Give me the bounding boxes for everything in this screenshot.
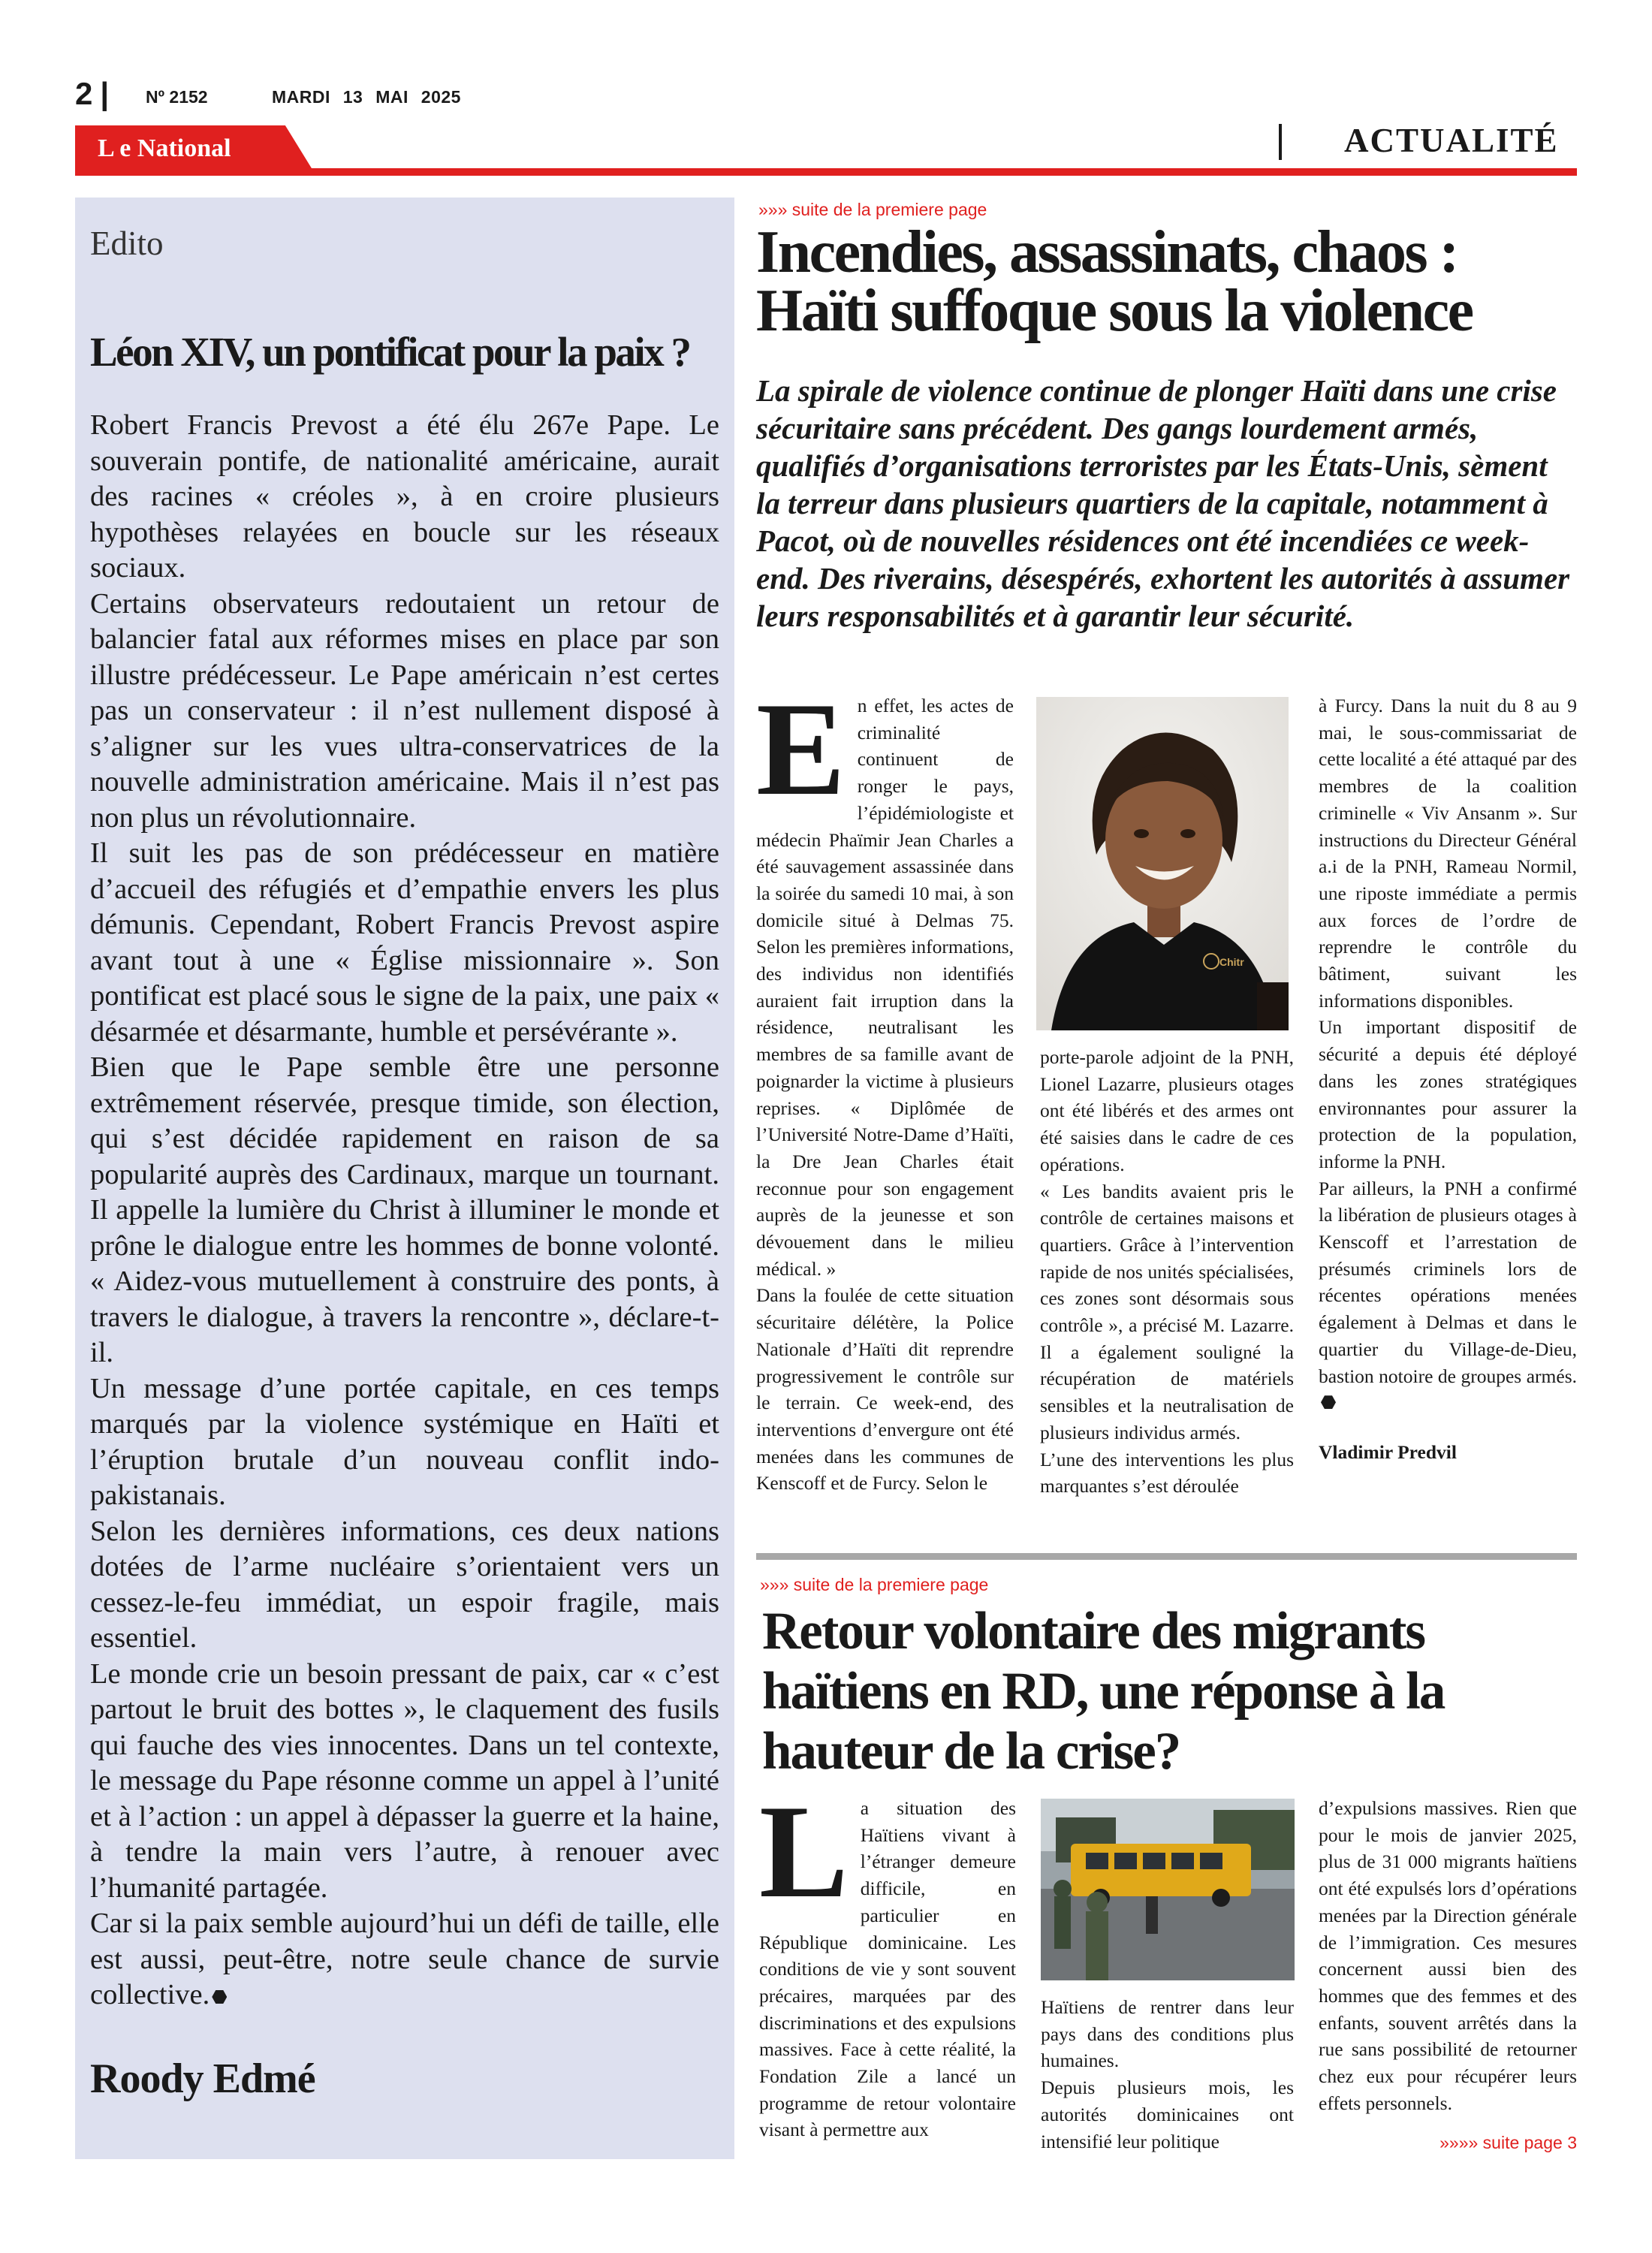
- edito-paragraph: Robert Francis Prevost a été élu 267e Pape. Le souverain pontife, de nationalité américaine, aurait des racines « créoles », à en croire plusieurs hypothèses relayées en boucle sur les réseaux sociaux.: [90, 409, 719, 584]
- page-number: 2 |: [75, 76, 110, 111]
- issue-number: Nº 2152: [146, 87, 208, 107]
- issue-date: MARDI 13 MAI 2025: [272, 87, 461, 107]
- end-mark-icon: [1321, 1395, 1336, 1409]
- header-rule: [75, 168, 1577, 176]
- edito-paragraph: Bien que le Pape semble être une personne extrêmement réservée, presque timide, son élection, qui s’est décidée rapidement en raison de sa popularité auprès des Cardinaux, marque un tournant. Il appelle la lumière du Christ à illuminer le monde et prône le dialogue entre les hommes de bonne volonté. « Aidez-vous mutuellement à construire des ponts, à travers le dialogue, à travers la rencontre », déclare-t-il.: [90, 1051, 719, 1368]
- article2-photo: [1041, 1799, 1295, 1980]
- article2-column-1: La situation des Haïtiens vivant à l’étranger demeure difficile, en particulier en République dominicaine. Les conditions de vie y sont souvent précaires, marquées par des discriminations et des expulsions massives. Face à cette réalité, la Fondation Zile a lancé un programme de retour volontaire visant à permettre aux: [759, 1777, 1016, 2141]
- article2-column-2: Haïtiens de rentrer dans leur pays dans des conditions plus humaines. Depuis plusieurs mois, les autorités dominicaines ont intensifié leur politique: [1041, 1996, 1294, 2152]
- edito-paragraph: Selon les dernières informations, ces deux nations dotées de l’arme nucléaire s’orientaient vers un cessez-le-feu immédiat, un espoir fragile, mais essentiel.: [90, 1515, 719, 1654]
- edito-body: [90, 408, 719, 2013]
- edito-author: Roody Edmé: [90, 2055, 315, 2102]
- article1-byline: Vladimir Predvil: [1319, 1440, 1457, 1463]
- section-label: ACTUALITÉ: [1344, 122, 1559, 159]
- article2-kicker: »»» suite de la premiere page: [760, 1575, 989, 1594]
- article1-column-1: En effet, les actes de criminalité continuent de ronger le pays, l’épidémiologiste et médecin Phaïmir Jean Charles a été sauvagement assassinée dans la soirée du samedi 10 mai, à son domicile situé à Delmas 75. Selon les premières informations, des individus non identifiés auraient fait irruption dans la résidence, neutralisant les membres de sa famille avant de poignarder la victime à plusieurs reprises. « Diplômée de l’Université Notre-Dame d’Haïti, la Dre Jean Charles était reconnue pour son engagement auprès de la jeunesse et son dévouement dans le milieu médical. » Dans la foulée de cette situation sécuritaire délétère, la Police Nationale d’Haïti dit reprendre progressivement le contrôle sur le terrain. Ce week-end, des interventions d’envergure ont été menées dans les communes de Kenscoff et de Furcy. Selon le: [756, 674, 1014, 1494]
- end-mark-icon: [212, 1990, 227, 2004]
- edito-title: Léon XIV, un pontificat pour la paix ?: [90, 329, 690, 375]
- edito-paragraph: Le monde crie un besoin pressant de paix, car « c’est partout le bruit des bottes », le claquement des fusils qui fauche des vies innocentes. Dans un tel contexte, le message du Pape résonne comme un appel à l’unité et à l’action : un appel à dépasser la guerre et la haine, à tendre la main vers l’autre, à renouer avec l’humanité partagée.: [90, 1657, 719, 1904]
- article1-column-2: porte-parole adjoint de la PNH, Lionel Lazarre, plusieurs otages ont été libérés et des armes ont été saisies dans le cadre de ces opérations. « Les bandits avaient pris le contrôle de certaines maisons et quartiers. Grâce à l’intervention rapide de nos unités spécialisées, ces zones sont désormais sous contrôle », a précisé M. Lazarre. Il a également souligné la récupération de matériels sensibles et la neutralisation de plusieurs individus armés. L’une des interventions les plus marquantes s’est déroulée: [1040, 1046, 1294, 1497]
- edito-kicker: Edito: [90, 225, 164, 262]
- article-divider: [756, 1553, 1577, 1560]
- dropcap: L: [759, 1777, 849, 1926]
- article2-column-3: d’expulsions massives. Rien que pour le mois de janvier 2025, plus de 31 000 migrants haïtiens ont été expulsés lors d’opérations menées par la Direction générale de l’immigration. Ces mesures concernent aussi bien des hommes que des femmes et des enfants, souvent arrêtés dans la rue sans possibilité de retourner chez eux pour récupérer leurs effets personnels.: [1319, 1797, 1577, 2114]
- dropcap: E: [756, 674, 846, 823]
- article1-column-3: à Furcy. Dans la nuit du 8 au 9 mai, le sous-commissariat de cette localité a été attaqué par des membres de la coalition criminelle « Viv Ansanm ». Sur instructions du Directeur Général a.i de la PNH, Rameau Normil, une riposte immédiate a permis aux forces de l’ordre de reprendre le contrôle du bâtiment, suivant les informations disponibles. Un important dispositif de sécurité a depuis été déployé dans les zones stratégiques environnantes pour assurer la protection de la population, informe la PNH. Par ailleurs, la PNH a confirmé la libération de plusieurs otages à Kenscoff et l’arrestation de présumés criminels lors de récentes opérations menées également à Delmas et dans le quartier du Village-de-Dieu, bastion notoire de groupes armés. Vladimir Predvil: [1319, 692, 1577, 1466]
- svg-text:Chitr: Chitr: [1219, 956, 1244, 968]
- edito-paragraph: Un message d’une portée capitale, en ces temps marqués par la violence systémique en Haïti et l’éruption brutale d’un nouveau conflit indo-pakistanais.: [90, 1372, 719, 1511]
- edito-paragraph: Certains observateurs redoutaient un retour de balancier fatal aux réformes mises en place par son illustre prédécesseur. Le Pape américain n’est certes pas un conservateur : il n’est nullement disposé à s’aligner sur les vues ultra-conservatrices de la nouvelle administration américaine. Mais il n’est pas non plus un révolutionnaire.: [90, 587, 719, 834]
- article2-title: Retour volontaire des migrants haïtiens en RD, une réponse à la hauteur de la crise?: [762, 1602, 1445, 1781]
- brand-name: L e National: [98, 134, 231, 162]
- edito-paragraph: Car si la paix semble aujourd’hui un défi de taille, elle est aussi, peut-être, notre seule chance de survie collective.: [90, 1908, 719, 2010]
- section-divider: [1279, 124, 1282, 160]
- article1-lead: La spirale de violence continue de plonger Haïti dans une crise sécuritaire sans précédent. Des gangs lourdement armés, qualifiés d’organisations terroristes par les États-Unis, sèment la terreur dans plusieurs quartiers de la capitale, notamment à Pacot, où de nouvelles résidences ont été incendiées ce week-end. Des riverains, désespérés, exhortent les autorités à assumer leurs responsabilités et à garantir leur sécurité.: [756, 373, 1570, 633]
- article1-photo: [1036, 697, 1289, 1030]
- article1-title: Incendies, assassinats, chaos : Haïti suffoque sous la violence: [756, 219, 1473, 344]
- article1-kicker: »»» suite de la premiere page: [758, 200, 987, 219]
- edito-paragraph: Il suit les pas de son prédécesseur en matière d’accueil des réfugiés et d’empathie envers les plus démunis. Cependant, Robert Francis Prevost aspire avant tout à une « Église missionnaire ». Son pontificat est placé sous le signe de la paix, une paix « désarmée et désarmante, humble et persévérante ».: [90, 837, 719, 1048]
- continued-link[interactable]: »»»» suite page 3: [1439, 2133, 1577, 2152]
